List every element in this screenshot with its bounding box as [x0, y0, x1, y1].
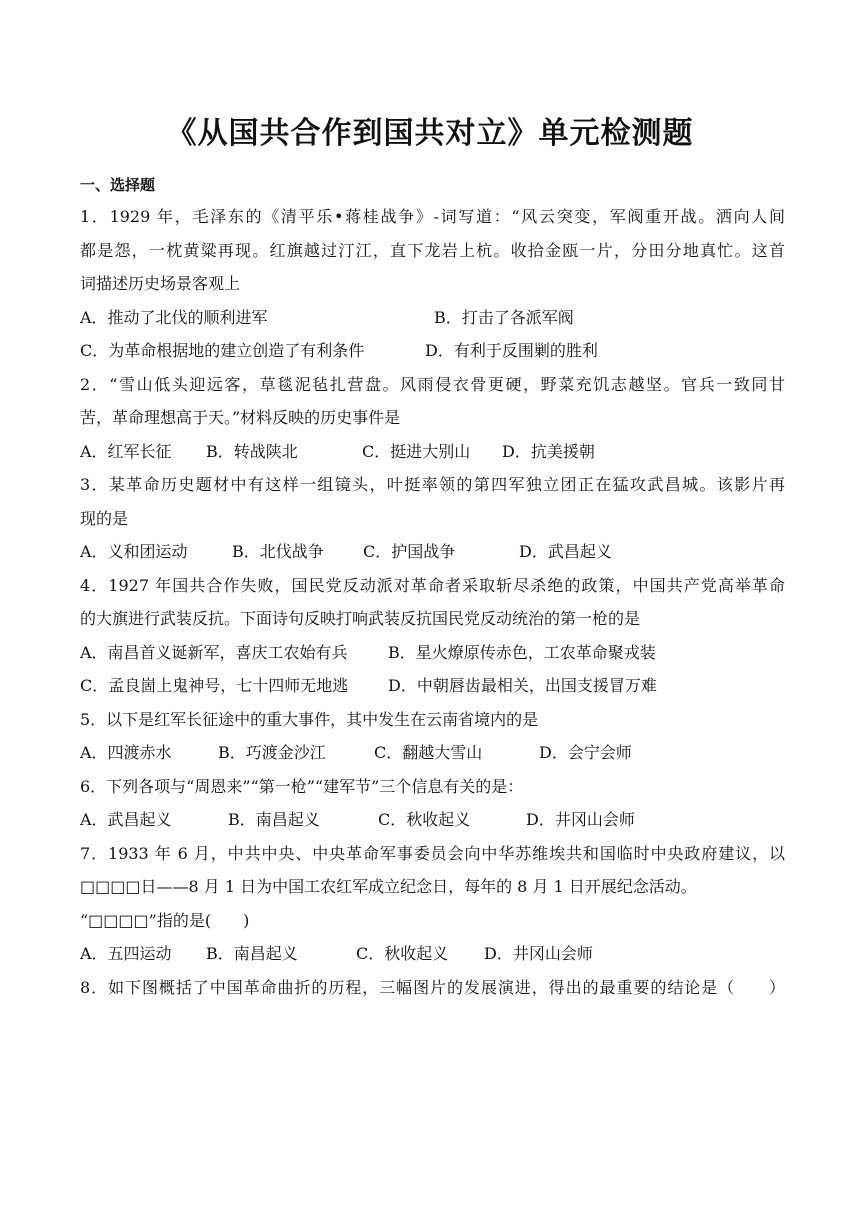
question-list: [80, 200, 785, 1004]
question-6-line-1: 6．下列各项与“周恩来”“第一枪”“建军节”三个信息有关的是：: [80, 776, 524, 796]
question-2-line-2: 苦，革命理想高于天。”材料反映的历史事件是: [80, 408, 401, 427]
option-d: D．抗美援朝: [502, 441, 595, 461]
option-b: B．星火燎原传赤色，工农革命聚戎装: [388, 642, 656, 662]
question-4-options-row-1: [80, 636, 785, 670]
option-d: D．中朝唇齿最相关，出国支援冒万难: [388, 676, 657, 695]
question-1-options-row-2: [80, 334, 785, 368]
option-c: C．为革命根据地的建立创造了有利条件: [80, 341, 365, 360]
option-c: C．翻越大雪山: [374, 743, 483, 762]
question-1-line-2: 都是怨，一枕黄粱再现。红旗越过汀江，直下龙岩上杭。收拾金瓯一片，分田分地真忙。这首: [80, 240, 785, 260]
question-3-line-2: 现的是: [80, 508, 129, 528]
option-b: B．巧渡金沙江: [218, 743, 326, 762]
question-3-options: [80, 535, 785, 569]
option-a: A．义和团运动: [80, 542, 188, 561]
question-2-options: [80, 435, 785, 469]
question-8-line-1: 8．如下图概括了中国革命曲折的历程，三幅图片的发展演进，得出的最重要的结论是（ ）: [80, 977, 785, 997]
option-b: B．南昌起义: [228, 810, 320, 829]
question-6-options: [80, 803, 785, 837]
option-b: B．转战陕北: [206, 441, 298, 461]
option-d: D．井冈山会师: [484, 944, 593, 963]
option-c: C．挺进大别山: [362, 441, 471, 461]
option-b: B．南昌起义: [206, 944, 298, 963]
question-3-line-1: 3．某革命历史题材中有这样一组镜头，叶挺率领的第四军独立团正在猛攻武昌城。该影片再: [80, 475, 785, 494]
option-a: A．红军长征: [80, 441, 172, 461]
option-c: C．秋收起义: [356, 944, 449, 963]
question-1-line-1: 1．1929 年，毛泽东的《清平乐•蒋桂战争》-词写道：“风云突变，军阀重开战。洒向人间: [80, 207, 785, 226]
question-5-line-1: 5．以下是红军长征途中的重大事件，其中发生在云南省境内的是: [80, 709, 539, 729]
question-4-line-1: 4．1927 年国共合作失败，国民党反动派对革命者采取斩尽杀绝的政策，中国共产党高举革命: [80, 575, 785, 595]
question-1-options-row-1: [80, 301, 785, 335]
option-b: B．北伐战争: [232, 542, 324, 561]
question-7-line-2: □□□□日——8 月 1 日为中国工农红军成立纪念日，每年的 8 月 1 日开展纪念活动。: [80, 877, 697, 896]
option-d: D．武昌起义: [519, 542, 612, 561]
option-a: A．武昌起义: [80, 810, 172, 829]
question-2-line-1: 2．“雪山低头迎远客，草毯泥毡扎营盘。风雨侵衣骨更硬，野菜充饥志越坚。官兵一致同甘: [80, 374, 785, 394]
option-d: D．井冈山会师: [526, 810, 635, 829]
option-c: C．孟良崮上鬼神号，七十四师无地逃: [80, 676, 349, 695]
option-c: C．护国战争: [363, 542, 456, 561]
option-a: A．五四运动: [80, 944, 172, 963]
question-4-line-2: 的大旗进行武装反抗。下面诗句反映打响武装反抗国民党反动统治的第一枪的是: [80, 609, 641, 628]
question-7-line-3: “□□□□”指的是( ): [80, 910, 250, 930]
question-7-options: [80, 937, 785, 971]
document-title: 《从国共合作到国共对立》单元检测题: [166, 116, 694, 151]
question-5-options: [80, 736, 785, 770]
question-7-line-1: 7．1933 年 6 月，中共中央、中央革命军事委员会向中华苏维埃共和国临时中央政府建议，以: [80, 843, 785, 863]
option-a: A．四渡赤水: [80, 743, 172, 762]
option-d: D．会宁会师: [539, 743, 632, 762]
option-c: C．秋收起义: [378, 810, 471, 829]
option-d: D．有利于反围剿的胜利: [425, 341, 598, 360]
question-1-line-3: 词描述历史场景客观上: [80, 274, 241, 293]
option-a: A．推动了北伐的顺利进军: [80, 307, 268, 327]
question-4-options-row-2: [80, 669, 785, 703]
section-heading: 一、选择题: [80, 176, 156, 194]
option-a: A．南昌首义诞新军，喜庆工农始有兵: [80, 642, 348, 662]
option-b: B．打击了各派军阀: [434, 307, 574, 327]
